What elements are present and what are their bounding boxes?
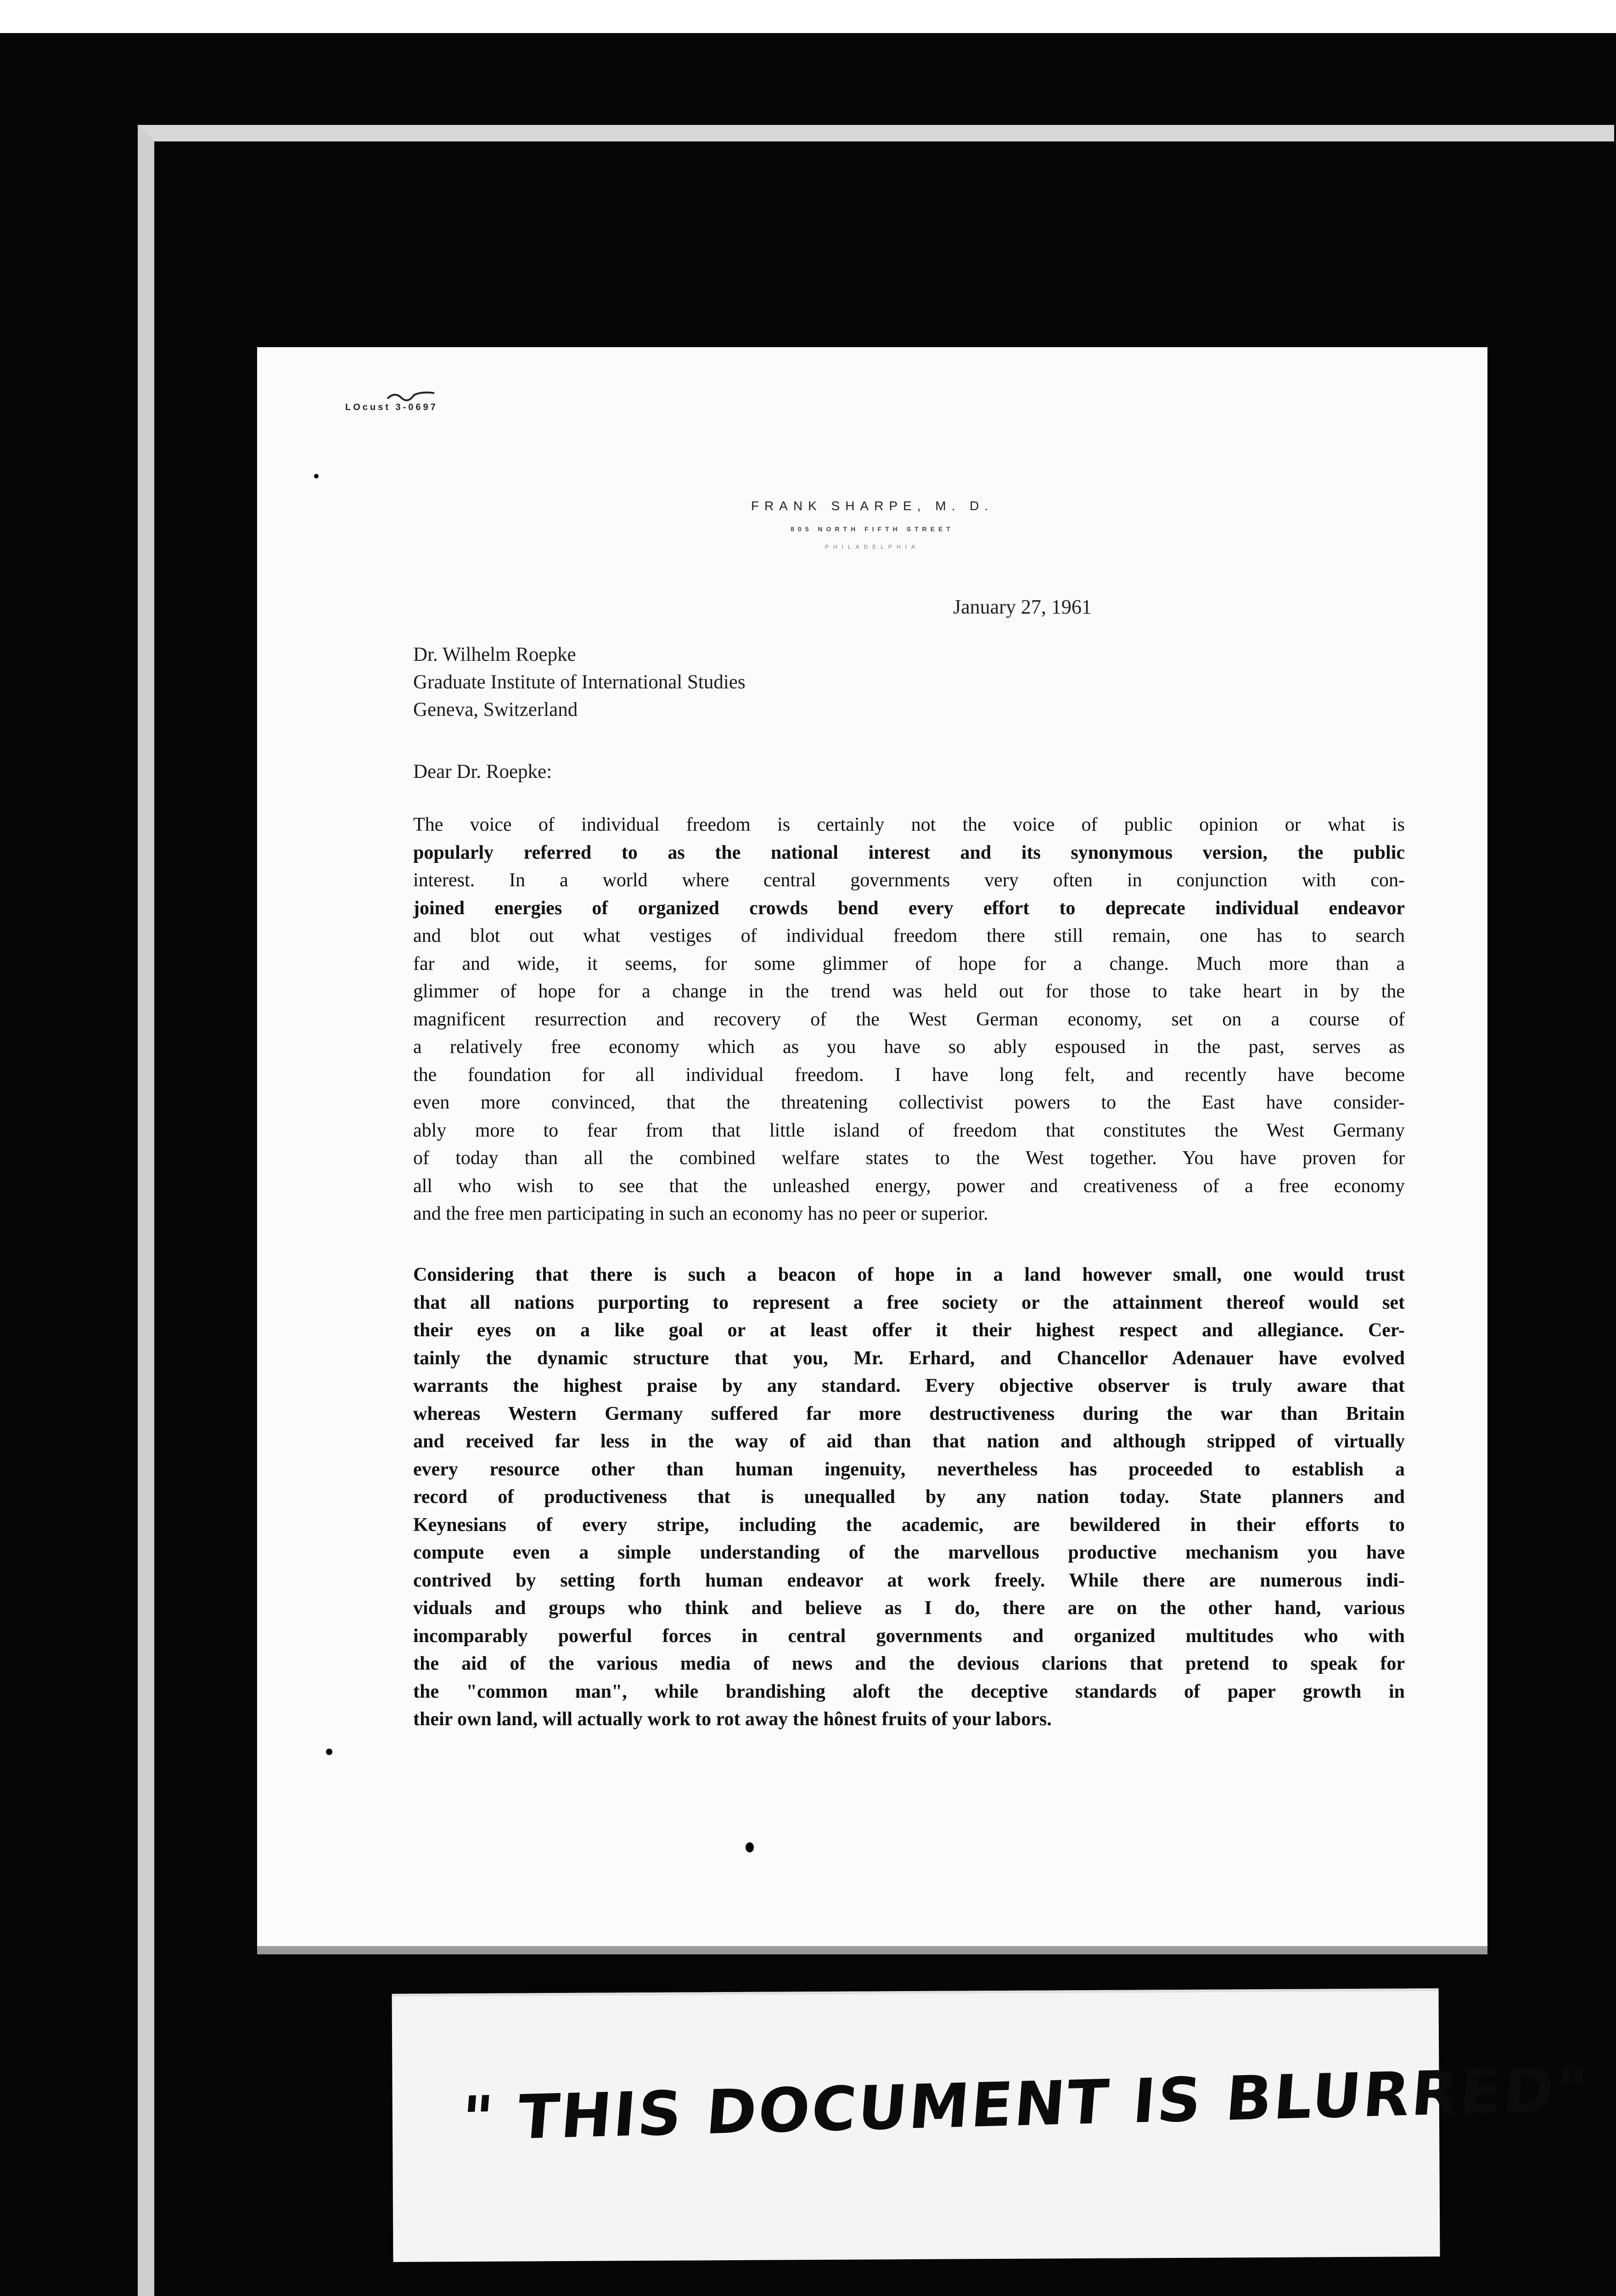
text-line: ably more to fear from that little island of freedom that constitutes the West Germany	[413, 1120, 1405, 1141]
text-line: their own land, will actually work to rot away the hônest fruits of your labors.	[413, 1709, 1052, 1730]
text-line: whereas Western Germany suffered far more destructiveness during the war than Britain	[413, 1403, 1405, 1424]
ink-speck	[326, 1749, 332, 1755]
text-line: glimmer of hope for a change in the trend was held out for those to take heart in by the	[413, 981, 1405, 1002]
text-line: Considering that there is such a beacon of hope in a land however small, one would trust	[413, 1264, 1405, 1285]
text-line: record of productiveness that is unequalled by any nation today. State planners and	[413, 1486, 1405, 1508]
text-line: the aid of the various media of news and the devious clarions that pretend to speak for	[413, 1653, 1405, 1674]
letter-page	[257, 347, 1487, 1954]
text-line: the "common man", while brandishing aloft the deceptive standards of paper growth in	[413, 1681, 1405, 1702]
text-line: and blot out what vestiges of individual freedom there still remain, one has to search	[413, 925, 1405, 946]
text-line: contrived by setting forth human endeavor at work freely. While there are numerous indi-	[413, 1570, 1405, 1591]
text-line: Keynesians of every stripe, including the academic, are bewildered in their efforts to	[413, 1514, 1405, 1536]
text-line: interest. In a world where central governments very often in conjunction with con-	[413, 870, 1405, 891]
text-line: compute even a simple understanding of the marvellous productive mechanism you have	[413, 1542, 1405, 1563]
text-line: all who wish to see that the unleashed energy, power and creativeness of a free economy	[413, 1175, 1405, 1197]
ink-speck	[746, 1842, 754, 1852]
text-line: incomparably powerful forces in central governments and organized multitudes who with	[413, 1625, 1405, 1647]
handwritten-scribble	[386, 388, 436, 402]
ink-speck	[314, 474, 319, 478]
text-line: magnificent resurrection and recovery of the West German economy, set on a course of	[413, 1008, 1405, 1030]
text-line: a relatively free economy which as you have so ably espoused in the past, serves as	[413, 1036, 1405, 1058]
salutation: Dear Dr. Roepke:	[413, 761, 552, 782]
text-line: that all nations purporting to represent a free society or the attainment thereof would set	[413, 1292, 1405, 1313]
text-line: popularly referred to as the national interest and its synonymous version, the public	[413, 842, 1405, 863]
text-line: joined energies of organized crowds bend every effort to deprecate individual endeavor	[413, 897, 1405, 919]
text-line: the foundation for all individual freedom. I have long felt, and recently have become	[413, 1064, 1405, 1086]
recipient-address	[413, 641, 746, 724]
text-line: of today than all the combined welfare states to the West together. You have proven for	[413, 1148, 1405, 1169]
paragraph-1	[413, 811, 1405, 1228]
notice-card	[392, 1988, 1592, 2262]
letterhead-city: PHILADELPHIA	[825, 544, 920, 550]
text-line: viduals and groups who think and believe as I do, there are on the other hand, various	[413, 1598, 1405, 1619]
letter-date: January 27, 1961	[953, 596, 1092, 618]
text-line: The voice of individual freedom is certainly not the voice of public opinion or what is	[413, 814, 1405, 835]
recipient-line: Dr. Wilhelm Roepke	[413, 644, 576, 665]
text-line: their eyes on a like goal or at least offer it their highest respect and allegiance. Cer-	[413, 1320, 1405, 1341]
notice-text: " THIS DOCUMENT IS BLURRED"	[459, 2054, 1592, 2155]
recipient-line: Graduate Institute of International Studies	[413, 671, 746, 693]
text-line: tainly the dynamic structure that you, Mr. Erhard, and Chancellor Adenauer have evolved	[413, 1347, 1405, 1369]
text-line: and the free men participating in such an economy has no peer or superior.	[413, 1203, 988, 1224]
text-line: warrants the highest praise by any standard. Every objective observer is truly aware that	[413, 1375, 1405, 1396]
letterhead-name: FRANK SHARPE, M. D.	[751, 499, 994, 513]
letterhead-address: 805 NORTH FIFTH STREET	[791, 525, 954, 533]
paragraph-2	[413, 1261, 1405, 1733]
text-line: even more convinced, that the threatening collectivist powers to the East have consider-	[413, 1092, 1405, 1113]
text-line: every resource other than human ingenuity, nevertheless has proceeded to establish a	[413, 1458, 1405, 1480]
phone-number: LOcust 3-0697	[345, 402, 438, 412]
letterhead	[257, 499, 1487, 550]
recipient-line: Geneva, Switzerland	[413, 699, 578, 720]
text-line: and received far less in the way of aid than that nation and although stripped of virtually	[413, 1431, 1405, 1452]
text-line: far and wide, it seems, for some glimmer of hope for a change. Much more than a	[413, 953, 1405, 974]
